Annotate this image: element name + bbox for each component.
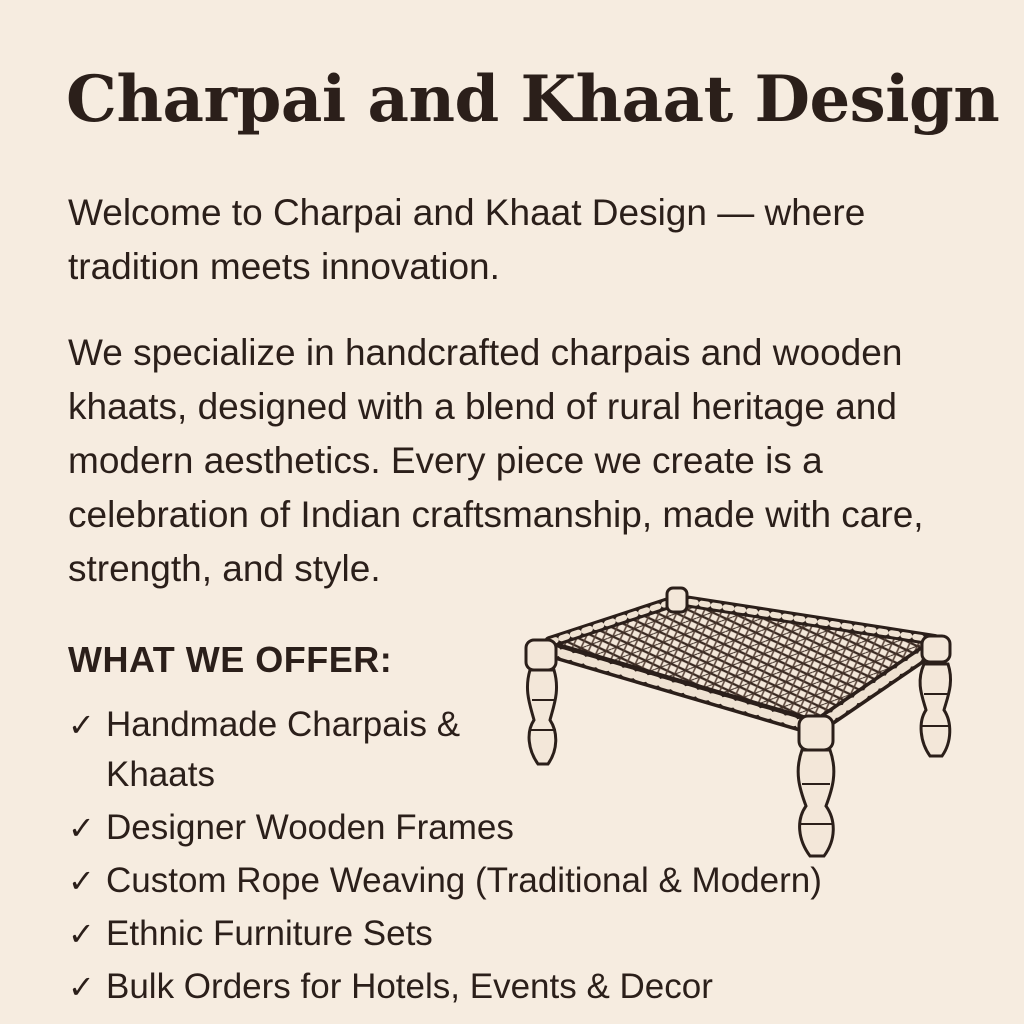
offer-item-label: Designer Wooden Frames xyxy=(106,808,514,847)
offer-item-label: Custom Rope Weaving (Traditional & Modern) xyxy=(106,861,822,900)
page-title: Charpai and Khaat Design xyxy=(66,62,1000,137)
offer-item xyxy=(68,909,822,959)
offer-item xyxy=(68,962,822,1012)
offer-item-label: Ethnic Furniture Sets xyxy=(106,914,433,953)
check-icon: ✓ xyxy=(68,706,95,744)
offer-item-label: Bulk Orders for Hotels, Events & Decor xyxy=(106,967,713,1006)
description-paragraph: We specialize in handcrafted charpais and wooden khaats, designed with a blend of rural heritage and modern aesthetics. Every piece we create is a celebration of Indian craftsmanship, made with care, strength, and style. xyxy=(68,332,924,589)
check-icon: ✓ xyxy=(68,809,95,847)
charpai-bed-illustration xyxy=(520,580,960,870)
check-icon: ✓ xyxy=(68,915,95,953)
check-icon: ✓ xyxy=(68,862,95,900)
offer-heading: WHAT WE OFFER: xyxy=(68,639,393,680)
check-icon: ✓ xyxy=(68,968,95,1006)
offer-item-label: Handmade Charpais & Khaats xyxy=(106,705,461,794)
intro-paragraph: Welcome to Charpai and Khaat Design — where tradition meets innovation. xyxy=(68,192,866,287)
